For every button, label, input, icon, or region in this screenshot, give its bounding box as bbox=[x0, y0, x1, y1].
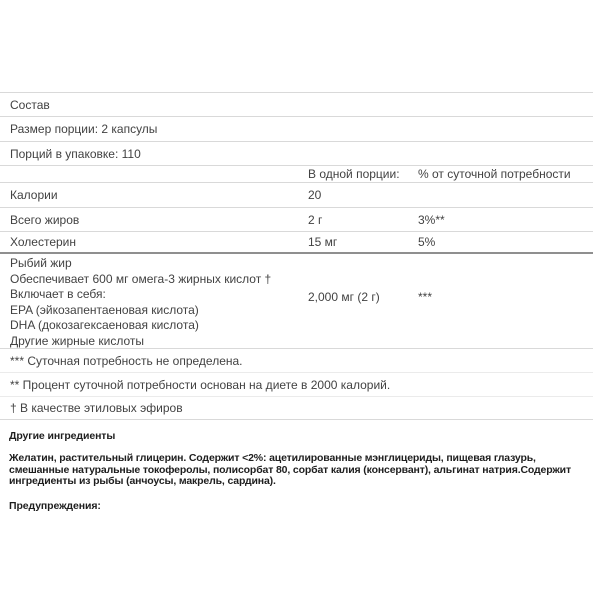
footnote-ethyl-esters: † В качестве этиловых эфиров bbox=[10, 401, 183, 415]
warnings-title: Предупреждения: bbox=[9, 499, 101, 512]
servings-per-container: Порций в упаковке: 110 bbox=[10, 146, 141, 161]
row-amount: 2,000 мг (2 г) bbox=[308, 290, 380, 304]
row-dv: *** bbox=[418, 290, 433, 304]
facts-row-total-fat bbox=[0, 207, 593, 231]
column-header-dv: % от суточной потребности bbox=[418, 167, 571, 181]
facts-row-cholesterol bbox=[0, 231, 593, 252]
footnote-row bbox=[0, 372, 593, 396]
footnote-row bbox=[0, 396, 593, 420]
column-header-row bbox=[0, 165, 593, 182]
supplement-facts-table bbox=[0, 92, 593, 420]
row-amount: 20 bbox=[308, 188, 322, 202]
row-amount: 15 мг bbox=[308, 235, 338, 249]
facts-row-calories bbox=[0, 182, 593, 207]
footnote-2000-calorie-diet: ** Процент суточной потребности основан на диете в 2000 калорий. bbox=[10, 377, 391, 392]
fish-oil-line: Включает в себя: bbox=[10, 287, 106, 301]
facts-title-row bbox=[0, 92, 593, 116]
row-label: Всего жиров bbox=[10, 212, 80, 227]
row-label: Калории bbox=[10, 188, 58, 202]
fish-oil-label-block bbox=[0, 254, 308, 349]
footnote-dv-not-established: *** Суточная потребность не определена. bbox=[10, 353, 243, 368]
fish-oil-line: Другие жирные кислоты bbox=[10, 333, 145, 348]
column-header-amount: В одной порции: bbox=[308, 167, 400, 181]
fish-oil-line: EPA (эйкозапентаеновая кислота) bbox=[10, 302, 199, 317]
fish-oil-line: Обеспечивает 600 мг омега-3 жирных кислот † bbox=[10, 271, 272, 286]
fish-oil-line: Рыбий жир bbox=[10, 256, 72, 270]
serving-size: Размер порции: 2 капсулы bbox=[10, 122, 158, 136]
row-amount: 2 г bbox=[308, 212, 323, 227]
serving-size-row bbox=[0, 116, 593, 141]
other-ingredients-text: Желатин, растительный глицерин. Содержит <2%: ацетилированные мэнглицериды, пищевая глазурь, смешанные натуральные токоферолы, полисорбат 80, сорбат калия (консервант), альгинат натрия.Содержит ингредиенты из рыбы (анчоусы, макрель, сардина). bbox=[9, 452, 571, 487]
facts-row-fish-oil bbox=[0, 252, 593, 348]
servings-per-container-row bbox=[0, 141, 593, 165]
footnote-row bbox=[0, 348, 593, 372]
fish-oil-line: DHA (докозагексаеновая кислота) bbox=[10, 318, 199, 332]
ingredients-section bbox=[0, 420, 595, 512]
row-label: Холестерин bbox=[10, 235, 76, 249]
other-ingredients-title: Другие ингредиенты bbox=[9, 430, 116, 442]
row-dv: 3%** bbox=[418, 212, 445, 227]
facts-title: Состав bbox=[10, 97, 50, 112]
row-dv: 5% bbox=[418, 235, 436, 249]
